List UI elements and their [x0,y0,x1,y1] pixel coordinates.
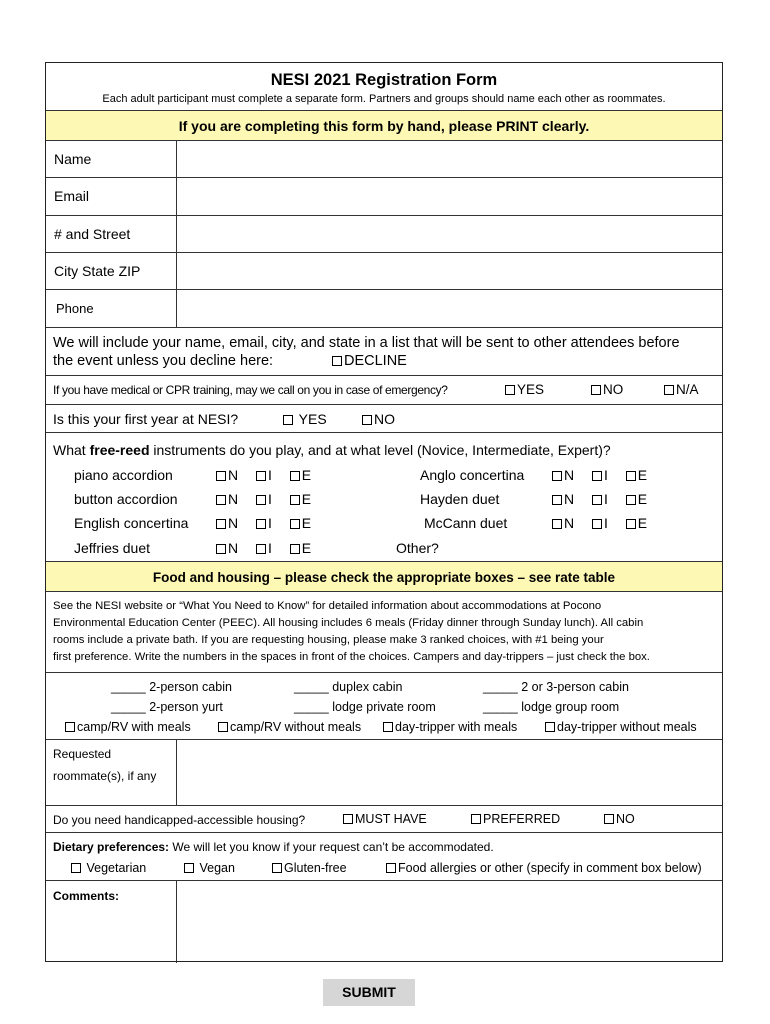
level-options [216,515,311,531]
housing-option-lodge-private-room[interactable]: _____ lodge private room [294,700,436,714]
level-e-checkbox[interactable] [290,495,300,505]
email-row [46,178,722,216]
first-year-yes[interactable] [283,411,327,427]
decline-row [46,328,722,376]
food-allergies-label: Food allergies or other (specify in comment box below) [398,861,702,875]
roommate-row [46,740,722,806]
registration-form [45,62,723,962]
level-options [216,540,311,556]
instruments-row [46,433,722,562]
level-e-label: E [301,491,312,507]
first-year-no-label: NO [374,411,395,427]
level-i-checkbox[interactable] [256,519,266,529]
level-n-label: N [564,467,575,483]
food-info-line: rooms include a private bath. If you are requesting housing, please make 3 ranked choices, with #1 being your [53,634,604,646]
roommate-label-1: Requested [53,747,112,761]
food-allergies-checkbox[interactable] [386,863,396,873]
level-n-checkbox[interactable] [216,544,226,554]
dietary-label: Dietary preferences: [53,840,170,854]
phone-row [46,290,722,328]
city-label: City State ZIP [54,263,141,279]
medical-yes[interactable] [505,382,544,397]
level-e-label: E [637,491,648,507]
level-e-checkbox[interactable] [626,519,636,529]
level-i-label: I [268,540,272,556]
instruments-q-bold: free-reed [89,442,150,458]
roommate-label-2: roommate(s), if any [53,769,157,783]
level-i-label: I [268,467,272,483]
level-options [216,467,311,483]
food-info-line: Environmental Education Center (PEEC). All housing includes 6 meals (Friday dinner through Sunday lunch). All cabin [53,617,644,629]
accessible-no-label: NO [616,812,635,826]
housing-options-row [46,673,722,740]
city-row [46,253,722,290]
dietary-vegan[interactable] [184,861,235,875]
level-e-checkbox[interactable] [626,495,636,505]
level-n-label: N [564,491,575,507]
level-n-checkbox[interactable] [216,519,226,529]
instrument-name: Anglo concertina [420,467,525,483]
gluten-free-label: Gluten-free [284,861,347,875]
instrument-name: button accordion [74,491,178,507]
level-e-checkbox[interactable] [290,544,300,554]
email-label: Email [54,188,90,204]
dietary-row [46,833,722,881]
vegetarian-label: Vegetarian [86,861,147,875]
housing-option-duplex-cabin[interactable]: _____ duplex cabin [294,680,403,694]
decline-text-2: the event unless you decline here: [53,353,274,369]
name-label: Name [54,151,92,167]
instrument-name: Jeffries duet [74,540,151,556]
medical-no-label: NO [603,382,624,397]
housing-option-2-or-3-person-cabin[interactable]: _____ 2 or 3-person cabin [483,680,629,694]
first-year-no[interactable] [362,411,395,427]
phone-input[interactable] [177,290,722,327]
level-n-checkbox[interactable] [552,495,562,505]
camp-rv-with-meals-label: camp/RV with meals [77,720,191,734]
day-tripper-with-meals-checkbox[interactable] [383,722,393,732]
name-row [46,141,722,178]
medical-no-checkbox[interactable] [591,385,601,395]
level-e-label: E [301,467,312,483]
day-tripper-with-meals-label: day-tripper with meals [395,720,518,734]
print-notice: If you are completing this form by hand, please PRINT clearly. [178,118,590,134]
level-e-label: E [637,515,648,531]
medical-na[interactable] [664,382,699,397]
medical-no[interactable] [591,382,623,397]
medical-question: If you have medical or CPR training, may we call on you in case of emergency? [53,383,448,397]
gluten-free-checkbox[interactable] [272,863,282,873]
preferred-label: PREFERRED [483,812,561,826]
submit-button[interactable]: SUBMIT [323,979,415,1006]
medical-row [46,376,722,405]
vegan-label: Vegan [199,861,235,875]
camp-rv-without-meals-label: camp/RV without meals [230,720,362,734]
street-input[interactable] [177,216,722,252]
level-i-label: I [604,491,608,507]
level-i-checkbox[interactable] [256,544,266,554]
comments-input[interactable] [177,881,722,963]
level-i-checkbox[interactable] [592,495,602,505]
decline-option[interactable] [332,353,407,369]
accessible-question: Do you need handicapped-accessible housing? [53,813,306,827]
level-i-checkbox[interactable] [592,471,602,481]
food-info-line: See the NESI website or “What You Need to Know” for detailed information about accommodations at Pocono [53,600,602,612]
level-e-label: E [301,540,312,556]
email-input[interactable] [177,178,722,215]
housing-option-2-person-yurt[interactable]: _____ 2-person yurt [111,700,223,714]
instrument-name: English concertina [74,515,189,531]
level-n-label: N [228,467,239,483]
camp-rv-with-meals-checkbox[interactable] [65,722,75,732]
housing-option-2-person-cabin[interactable]: _____ 2-person cabin [111,680,232,694]
level-i-label: I [268,491,272,507]
dietary-heading [53,840,494,854]
accessible-must-have[interactable] [343,812,427,826]
level-n-label: N [228,491,239,507]
instruments-q-pre: What [53,442,90,458]
level-e-checkbox[interactable] [290,519,300,529]
accessible-no[interactable] [604,812,635,826]
page-title: NESI 2021 Registration Form [270,71,498,89]
decline-label: DECLINE [344,353,407,369]
street-row [46,216,722,253]
level-options [552,515,647,531]
title-row [46,63,722,111]
day-tripper-without-meals-label: day-tripper without meals [557,720,697,734]
vegetarian-checkbox[interactable] [71,863,81,873]
level-i-checkbox[interactable] [256,471,266,481]
medical-yes-label: YES [517,382,545,397]
food-header-row [46,562,722,592]
city-input[interactable] [177,253,722,289]
level-n-checkbox[interactable] [216,495,226,505]
roommate-input[interactable] [177,740,722,805]
decline-text-1: We will include your name, email, city, and state in a list that will be sent to other attendees before [53,335,680,351]
medical-yes-checkbox[interactable] [505,385,515,395]
level-i-checkbox[interactable] [256,495,266,505]
level-options [552,491,647,507]
page-subtitle: Each adult participant must complete a separate form. Partners and groups should name each other as roommates. [102,93,666,105]
print-notice-row [46,111,722,141]
instruments-q-post: instruments do you play, and at what level (Novice, Intermediate, Expert)? [149,442,611,458]
street-label: # and Street [54,226,131,242]
level-n-label: N [228,515,239,531]
medical-na-checkbox[interactable] [664,385,674,395]
dietary-other[interactable] [386,861,702,875]
camp-rv-without-meals-checkbox[interactable] [218,722,228,732]
level-options [552,467,647,483]
first-year-yes-checkbox[interactable] [283,415,293,425]
instrument-name: Hayden duet [420,491,500,507]
accessible-row [46,806,722,833]
level-e-checkbox[interactable] [626,471,636,481]
accessible-preferred[interactable] [471,812,560,826]
camp-rv-without-meals[interactable] [218,720,361,734]
level-i-label: I [268,515,272,531]
level-n-label: N [564,515,575,531]
dietary-text: We will let you know if your request can’t be accommodated. [169,840,494,854]
level-e-label: E [637,467,648,483]
accessible-no-checkbox[interactable] [604,814,614,824]
instrument-other: Other? [396,540,439,556]
food-info-row [46,592,722,673]
camp-rv-with-meals[interactable] [65,720,191,734]
level-i-label: I [604,467,608,483]
level-e-label: E [301,515,312,531]
first-year-no-checkbox[interactable] [362,415,372,425]
level-i-checkbox[interactable] [592,519,602,529]
level-e-checkbox[interactable] [290,471,300,481]
day-tripper-without-meals[interactable] [545,720,697,734]
day-tripper-with-meals[interactable] [383,720,517,734]
vegan-checkbox[interactable] [184,863,194,873]
food-header: Food and housing – please check the appropriate boxes – see rate table [152,570,616,585]
level-n-checkbox[interactable] [552,519,562,529]
food-info-line: first preference. Write the numbers in the spaces in front of the choices. Campers and day-trippers – just check the box. [53,651,650,663]
instrument-name: piano accordion [74,467,173,483]
first-year-row [46,405,722,433]
medical-na-label: N/A [676,382,699,397]
must-have-checkbox[interactable] [343,814,353,824]
level-n-label: N [228,540,239,556]
instruments-question [53,442,611,458]
dietary-vegetarian[interactable] [71,861,146,875]
day-tripper-without-meals-checkbox[interactable] [545,722,555,732]
comments-label: Comments: [53,889,120,903]
housing-option-lodge-group-room[interactable]: _____ lodge group room [483,700,620,714]
first-year-question: Is this your first year at NESI? [53,411,239,427]
first-year-yes-label: YES [298,411,327,427]
name-input[interactable] [177,141,722,177]
decline-checkbox[interactable] [332,356,342,366]
dietary-gluten-free[interactable] [272,861,347,875]
level-i-label: I [604,515,608,531]
phone-label: Phone [56,301,94,316]
comments-row [46,881,722,963]
must-have-label: MUST HAVE [355,812,427,826]
level-options [216,491,311,507]
instrument-name: McCann duet [424,515,508,531]
preferred-checkbox[interactable] [471,814,481,824]
level-n-checkbox[interactable] [552,471,562,481]
level-n-checkbox[interactable] [216,471,226,481]
